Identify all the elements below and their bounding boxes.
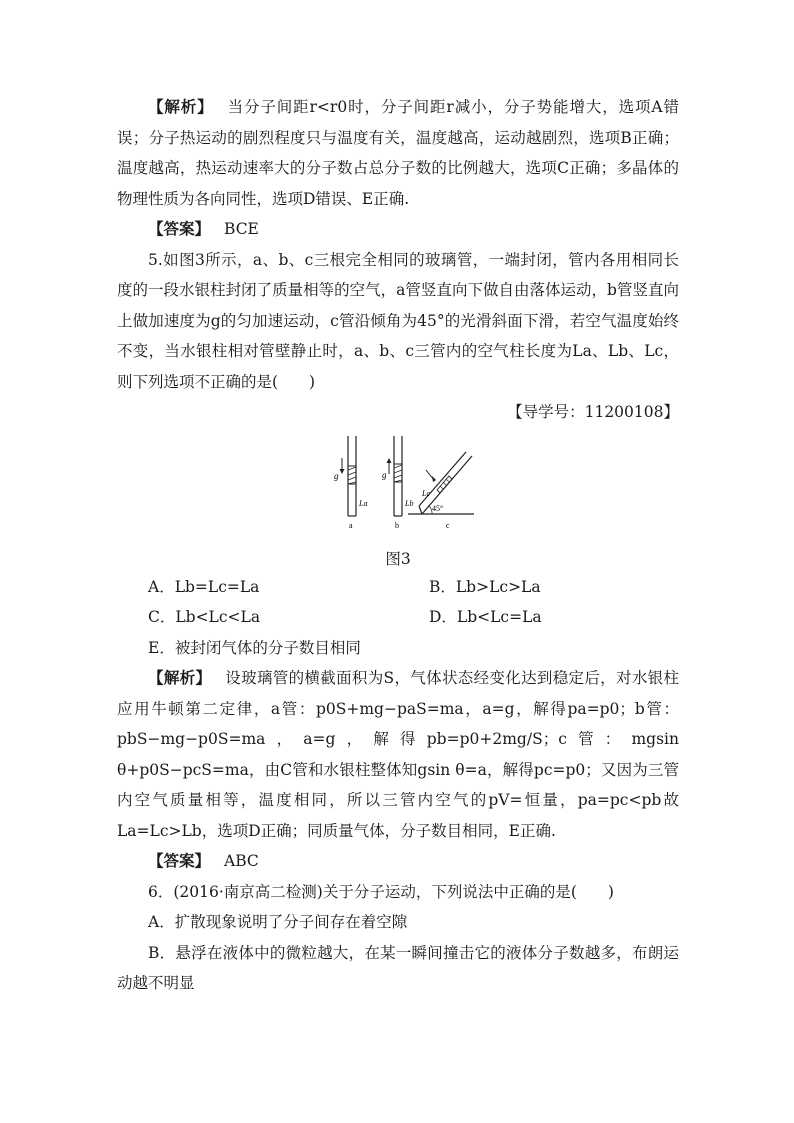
option-E: E．被封闭气体的分子数目相同 xyxy=(148,638,361,657)
analysis-tag: 【解析】 xyxy=(148,668,212,687)
q4-analysis-text: 当分子间距r<r0时，分子间距r减小，分子势能增大，选项A错误；分子热运动的剧烈程度只与温度有关，温度越高，运动越剧烈，选项B正确；温度越高，热运动速率大的分子数占总分子数的比例越大，选项C正确；多晶体的物理性质为各向同性，选项D错误、E正确. xyxy=(117,98,679,208)
q5-answer xyxy=(117,846,679,877)
label-b: b xyxy=(395,520,399,530)
q4-answer xyxy=(117,214,679,245)
q5-analysis xyxy=(117,663,679,846)
q6-option-A: A．扩散现象说明了分子间存在着空隙 xyxy=(148,913,408,931)
q5-stem: 5.如图3所示，a、b、c三根完全相同的玻璃管，一端封闭，管内各用相同长度的一段水银柱封闭了质量相等的空气，a管竖直向下做自由落体运动，b管竖直向上做加速度为g的匀加速运动，c管沿倾角为45°的光滑斜面下滑，若空气温度始终不变，当水银柱相对管壁静止时，a、b、c三管内的空气柱长度为La、Lb、Lc，则下列选项不正确的是( ) xyxy=(117,250,679,391)
figure-caption: 图3 xyxy=(385,549,411,568)
q5-answer-value: ABC xyxy=(224,852,259,870)
options-row-2 xyxy=(117,602,679,633)
options-row-1 xyxy=(117,572,679,603)
q5-analysis-text: 设玻璃管的横截面积为S，气体状态经变化达到稳定后，对水银柱应用牛顿第二定律，a管：p0S+mg−paS=ma，a=g，解得pa=p0；b管：pbS−mg−p0S=ma，a=g，解得pb=p0+2mg/S；c管：mgsin θ+p0S−pcS=ma，由C管和水银柱整体知gsin θ=a，解得pc=p0；又因为三管内空气质量相等，温度相同，所以三管内空气的pV=恒量，pa=pc<pb故La=Lc>Lb，选项D正确；同质量气体，分子数目相同，E正确. xyxy=(117,669,679,840)
q4-answer-value: BCE xyxy=(224,220,259,238)
glass-tubes-diagram xyxy=(334,434,474,534)
label-g-b: g xyxy=(382,469,387,480)
option-B: B．Lb>Lc>La xyxy=(429,577,541,596)
option-D: D．Lb<Lc=La xyxy=(429,608,542,626)
label-c: c xyxy=(446,520,450,530)
label-a: a xyxy=(349,520,353,530)
answer-tag: 【答案】 xyxy=(148,219,211,238)
analysis-tag: 【解析】 xyxy=(148,97,214,116)
label-angle: 45° xyxy=(432,503,444,513)
q6-stem: 6．(2016·南京高二检测)关于分子运动，下列说法中正确的是( ) xyxy=(148,882,614,901)
label-La: La xyxy=(359,498,368,508)
document-page xyxy=(117,92,679,999)
q6-option-B: B．悬浮在液体中的微粒越大，在某一瞬间撞击它的液体分子数越多，布朗运动越不明显 xyxy=(117,943,679,992)
label-Lc: Lc xyxy=(422,488,430,498)
option-C: C．Lb<Lc<La xyxy=(148,608,261,626)
label-g-a: g xyxy=(334,470,339,481)
q4-analysis xyxy=(117,92,679,214)
answer-tag: 【答案】 xyxy=(148,851,211,870)
option-A: A．Lb=Lc=La xyxy=(148,577,260,596)
figure-3 xyxy=(117,434,679,544)
label-Lb: Lb xyxy=(405,498,414,508)
guide-number: 【导学号：11200108】 xyxy=(507,403,679,421)
